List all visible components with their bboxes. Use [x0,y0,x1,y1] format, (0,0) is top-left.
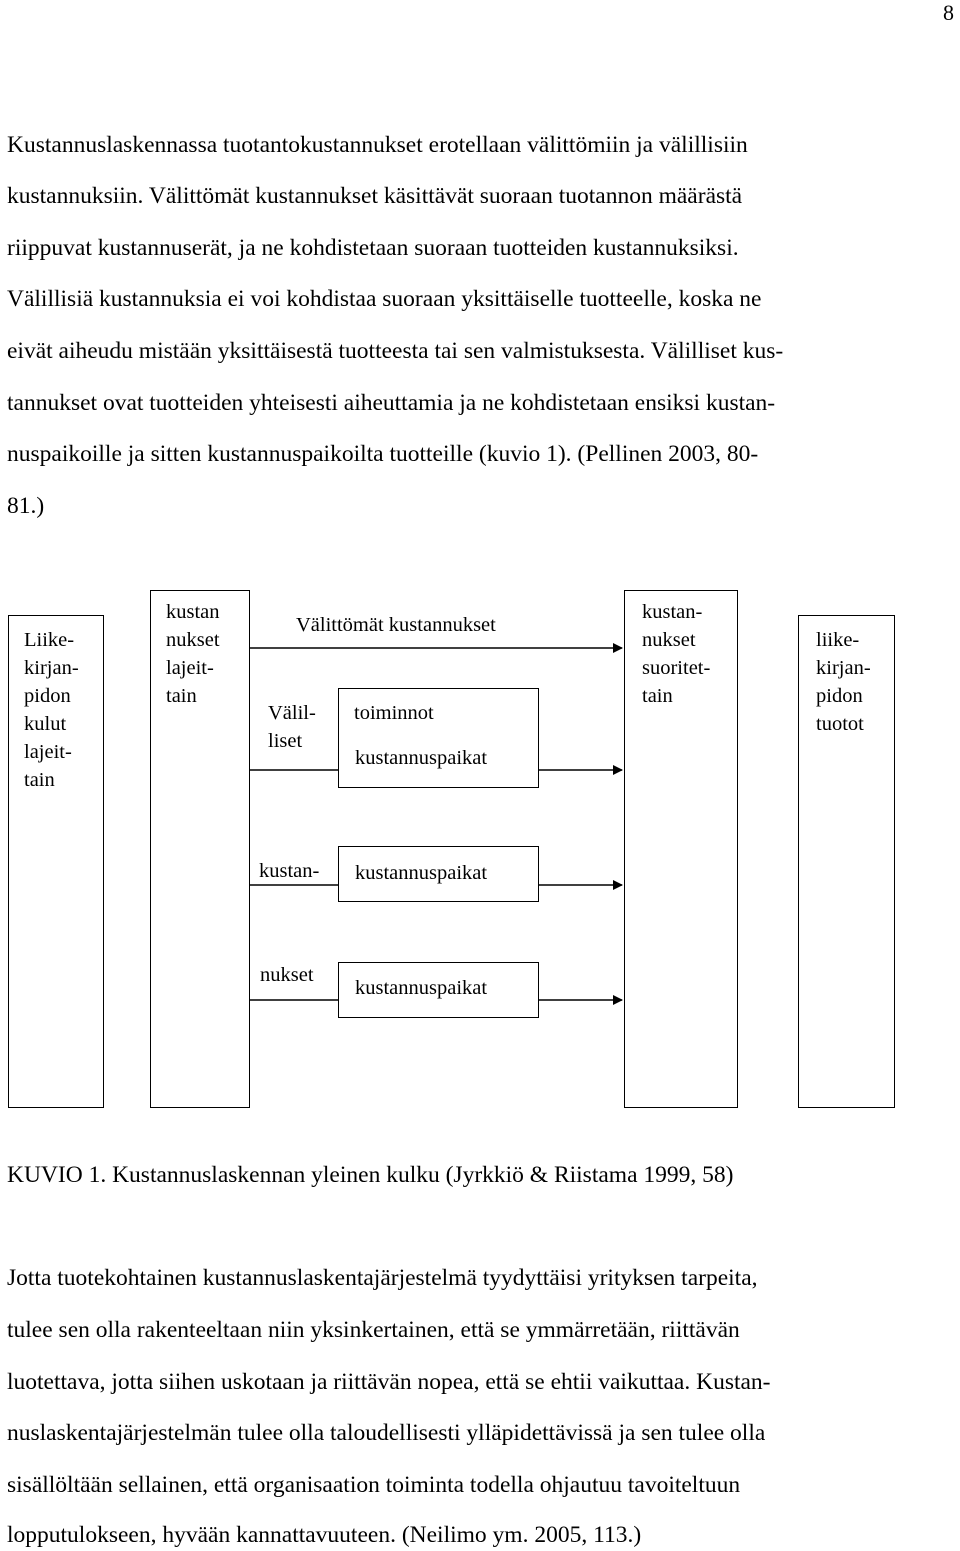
costs-by-performance-label: kustan- nukset suoritet- tain [642,601,711,707]
text-line: eivät aiheudu mistään yksittäisestä tuotteesta tai sen valmistuksesta. Välilliset kus- [7,338,784,364]
text-line: nuslaskentajärjestelmän tulee olla taloudellisesti ylläpidettävissä ja sen tulee olla [7,1420,766,1446]
text-line: Kustannuslaskennassa tuotantokustannukset erotellaan välittömiin ja välillisiin [7,132,748,158]
revenues-label: liike- kirjan- pidon tuotot [816,629,871,735]
expenses-label: Liike- kirjan- pidon kulut lajeit- tain [24,629,79,791]
text-line: sisällöltään sellainen, että organisaation toiminta todella ohjautuu tavoiteltuun [7,1472,741,1498]
activities-label: toiminnot [354,702,434,724]
text-line: lopputulokseen, hyvään kannattavuuteen. (Neilimo ym. 2005, 113.) [7,1522,642,1548]
text-line: luotettava, jotta siihen uskotaan ja riittävän nopea, että se ehtii vaikuttaa. Kustan- [7,1369,771,1395]
indirect-costs-label-2: kustan- [259,860,320,882]
page-number: 8 [943,0,954,25]
costs-by-type-label: kustan nukset lajeit- tain [166,601,220,707]
text-line: Jotta tuotekohtainen kustannuslaskentajärjestelmä tyydyttäisi yrityksen tarpeita, [7,1265,758,1291]
cost-centers-label-3: kustannuspaikat [355,977,488,999]
indirect-costs-label-3: nukset [260,964,314,986]
text-line: kustannuksiin. Välittömät kustannukset käsittävät suoraan tuotannon määrästä [7,183,743,209]
text-line: Välillisiä kustannuksia ei voi kohdistaa suoraan yksittäiselle tuotteelle, koska ne [7,286,762,312]
figure-caption: KUVIO 1. Kustannuslaskennan yleinen kulku (Jyrkkiö & Riistama 1999, 58) [7,1162,734,1188]
cost-centers-label-1: kustannuspaikat [355,747,488,769]
cost-centers-label-2: kustannuspaikat [355,862,488,884]
indirect-costs-label: Välil- liset [268,702,316,752]
text-line: riippuvat kustannuserät, ja ne kohdistetaan suoraan tuotteiden kustannuksiksi. [7,235,739,261]
text-line: tannukset ovat tuotteiden yhteisesti aiheuttamia ja ne kohdistetaan ensiksi kustan- [7,390,776,416]
text-line: tulee sen olla rakenteeltaan niin yksinkertainen, että se ymmärretään, riittävän [7,1317,740,1343]
text-line: nuspaikoille ja sitten kustannuspaikoilta tuotteille (kuvio 1). (Pellinen 2003, 80- [7,441,759,467]
text-line: 81.) [7,493,45,519]
direct-costs-label: Välittömät kustannukset [296,614,496,636]
